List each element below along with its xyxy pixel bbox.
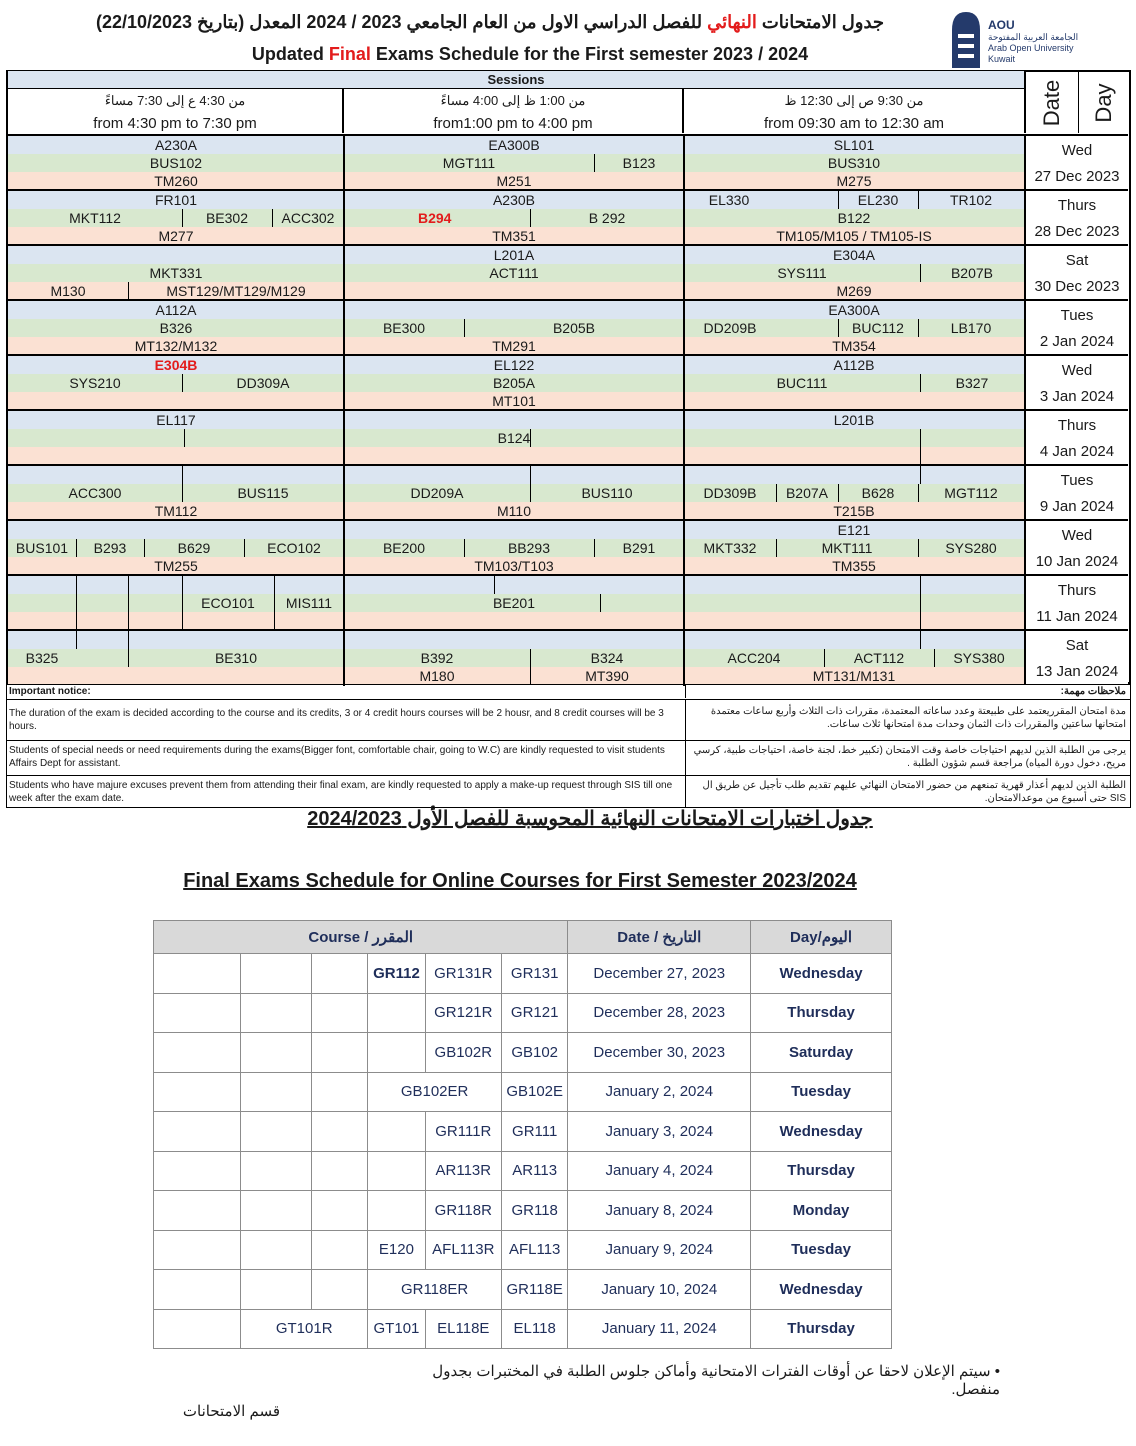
course-code: B122 xyxy=(837,210,871,226)
online-course-code xyxy=(154,993,241,1033)
course-code: BUS102 xyxy=(149,155,203,171)
day-label: Wed xyxy=(1061,527,1093,544)
course-code: TR102 xyxy=(949,192,993,208)
online-exam-date: January 11, 2024 xyxy=(568,1309,751,1349)
session-band xyxy=(8,154,1024,172)
online-exam-row xyxy=(154,1270,892,1310)
online-course-code: GB102R xyxy=(425,1033,501,1073)
session-band xyxy=(8,319,1024,337)
sessions-header: Sessions xyxy=(8,71,1024,89)
online-course-code xyxy=(241,954,312,994)
course-code: E304B xyxy=(154,357,198,373)
session-band xyxy=(8,484,1024,502)
notice-item-ar: الطلبة الذين لديهم أعذار قهرية تمنعهم من حضور الامتحان النهائي عليهم تقديم طلب تأجيل عن طريق ال SIS حتى أسبوع من موعدالامتحان. xyxy=(685,776,1130,808)
exam-day-date xyxy=(1024,299,1128,354)
date-label: 3 Jan 2024 xyxy=(1039,388,1115,405)
online-course-code: GT101R xyxy=(241,1309,368,1349)
course-code: MT101 xyxy=(492,393,536,409)
online-course-code: GB102 xyxy=(501,1033,568,1073)
day-label: Thurs xyxy=(1057,582,1097,599)
course-code: MGT111 xyxy=(442,155,496,171)
course-code: MGT112 xyxy=(944,485,998,501)
online-course-code xyxy=(241,993,312,1033)
course-code: MKT331 xyxy=(149,265,203,281)
schedule-row xyxy=(8,629,1024,684)
day-header: Day xyxy=(1091,82,1116,123)
schedule-row xyxy=(8,409,1024,464)
online-course-code xyxy=(154,1072,241,1112)
schedule-row xyxy=(8,189,1024,244)
course-code: DD309B xyxy=(703,485,757,501)
course-code: TM112 xyxy=(154,503,198,519)
online-exam-row xyxy=(154,993,892,1033)
session-band xyxy=(8,594,1024,612)
online-course-code: GR111 xyxy=(501,1112,568,1152)
online-course-code: AR113R xyxy=(425,1151,501,1191)
notice-item-en: Students who have majure excuses prevent them from attending their final exam, are kindly requested to apply a make-up request through SIS till one week after the exam date. xyxy=(9,780,673,804)
online-course-code xyxy=(241,1270,312,1310)
online-exam-date: January 8, 2024 xyxy=(568,1191,751,1231)
online-exam-day: Tuesday xyxy=(751,1230,892,1270)
date-label: 4 Jan 2024 xyxy=(1039,443,1115,460)
online-exam-day: Wednesday xyxy=(751,954,892,994)
exam-day-date xyxy=(1024,574,1128,629)
course-code: ACC300 xyxy=(68,485,122,501)
session-band xyxy=(8,557,1024,575)
online-course-code xyxy=(154,1033,241,1073)
day-label: Thurs xyxy=(1057,197,1097,214)
online-course-code xyxy=(154,1151,241,1191)
online-exam-row xyxy=(154,1033,892,1073)
session-band xyxy=(8,429,1024,447)
date-label: 13 Jan 2024 xyxy=(1035,663,1119,680)
online-course-code xyxy=(368,993,425,1033)
course-code: BUS101 xyxy=(15,540,69,556)
online-exam-day: Wednesday xyxy=(751,1112,892,1152)
date-label: 2 Jan 2024 xyxy=(1039,333,1115,350)
date-label: 27 Dec 2023 xyxy=(1034,168,1120,185)
course-code: TM103/T103 xyxy=(474,558,554,574)
course-code: EL117 xyxy=(156,412,196,428)
date-label: 28 Dec 2023 xyxy=(1034,223,1120,240)
course-code: TM105/M105 / TM105-IS xyxy=(776,228,932,244)
exam-day-date xyxy=(1024,629,1128,684)
bullet-note: • سيتم الإعلان لاحقا عن أوقات الفترات الامتحانية وأماكن جلوس الطلبة في المختبرات بجدول منفصل. xyxy=(432,1363,1000,1398)
course-code: MT390 xyxy=(585,668,629,684)
online-course-code: GR131R xyxy=(425,954,501,994)
course-code: MT132/M132 xyxy=(134,338,218,354)
course-code: SYS210 xyxy=(69,375,121,391)
course-code: B293 xyxy=(93,540,127,556)
course-code: B392 xyxy=(420,650,454,666)
course-code: LB170 xyxy=(950,320,992,336)
course-code: B205A xyxy=(492,375,536,391)
course-code: B629 xyxy=(177,540,211,556)
notice-item-en: Students of special needs or need requirements during the exams(Bigger font, comfortable chair, going to W.C) are kindly requested to visit students Affairs Dept for assistant. xyxy=(9,745,665,769)
course-code: B324 xyxy=(590,650,624,666)
session-band xyxy=(8,576,1024,594)
online-course-code: GR112 xyxy=(368,954,425,994)
session-band xyxy=(8,649,1024,667)
course-code: ACC302 xyxy=(281,210,335,226)
online-course-code: E120 xyxy=(368,1230,425,1270)
online-exam-date: January 9, 2024 xyxy=(568,1230,751,1270)
session-band xyxy=(8,264,1024,282)
online-exam-date: January 2, 2024 xyxy=(568,1072,751,1112)
online-exam-day: Monday xyxy=(751,1191,892,1231)
day-label: Thurs xyxy=(1057,417,1097,434)
session-band xyxy=(8,209,1024,227)
course-code: B291 xyxy=(622,540,656,556)
online-course-code xyxy=(311,1270,367,1310)
course-code: TM291 xyxy=(492,338,536,354)
schedule-row xyxy=(8,574,1024,629)
exam-day-date xyxy=(1024,409,1128,464)
online-exam-row xyxy=(154,1230,892,1270)
online-course-code xyxy=(154,1112,241,1152)
course-code: M275 xyxy=(836,173,872,189)
date-label: 10 Jan 2024 xyxy=(1035,553,1119,570)
online-course-code: GR111R xyxy=(425,1112,501,1152)
course-code: MIS111 xyxy=(285,595,333,611)
online-exam-row xyxy=(154,1191,892,1231)
online-course-code xyxy=(311,1151,367,1191)
online-course-code xyxy=(368,1112,425,1152)
date-label: 11 Jan 2024 xyxy=(1036,608,1118,625)
online-course-code: GR131 xyxy=(501,954,568,994)
course-code: TM355 xyxy=(832,558,876,574)
online-exam-row xyxy=(154,954,892,994)
course-code: T215B xyxy=(833,503,875,519)
course-code: BUS110 xyxy=(581,485,633,501)
course-code: BE200 xyxy=(382,540,426,556)
schedule-row xyxy=(8,519,1024,574)
online-exam-day: Thursday xyxy=(751,993,892,1033)
course-code: MST129/MT129/M129 xyxy=(166,283,306,299)
schedule-row xyxy=(8,134,1024,189)
online-course-code: GT101 xyxy=(368,1309,425,1349)
online-course-code xyxy=(311,1230,367,1270)
online-exam-date: January 10, 2024 xyxy=(568,1270,751,1310)
day-label: Wed xyxy=(1061,362,1093,379)
course-code: BE201 xyxy=(492,595,536,611)
course-code: M277 xyxy=(158,228,194,244)
online-exam-date: January 3, 2024 xyxy=(568,1112,751,1152)
online-course-code: AFL113R xyxy=(425,1230,501,1270)
course-code: EL122 xyxy=(493,357,535,373)
online-course-code: EL118E xyxy=(425,1309,501,1349)
online-course-code xyxy=(241,1072,312,1112)
online-course-code xyxy=(241,1033,312,1073)
session-band xyxy=(8,282,1024,300)
day-label: Tues xyxy=(1060,472,1094,489)
online-course-code xyxy=(154,1191,241,1231)
online-course-code xyxy=(154,1270,241,1310)
course-code: B123 xyxy=(622,155,656,171)
course-code: BE300 xyxy=(382,320,426,336)
course-code: L201A xyxy=(493,247,535,263)
online-course-code: GB102E xyxy=(501,1072,568,1112)
course-code: B207A xyxy=(785,485,829,501)
exam-day-date xyxy=(1024,519,1128,574)
online-course-code: GR121R xyxy=(425,993,501,1033)
course-code: MKT112 xyxy=(69,210,121,226)
session-band xyxy=(8,337,1024,355)
course-code: BB293 xyxy=(507,540,551,556)
course-code: L201B xyxy=(833,412,875,428)
online-course-code: GR118R xyxy=(425,1191,501,1231)
schedule-row xyxy=(8,354,1024,409)
online-exam-date: December 27, 2023 xyxy=(568,954,751,994)
course-code: EL230 xyxy=(857,192,899,208)
course-code: B628 xyxy=(861,485,895,501)
session-band xyxy=(8,411,1024,429)
online-exam-day: Wednesday xyxy=(751,1270,892,1310)
course-code: TM354 xyxy=(832,338,876,354)
course-code: TM351 xyxy=(492,228,536,244)
course-code: BUS310 xyxy=(827,155,881,171)
day-label: Wed xyxy=(1061,142,1093,159)
course-code: B326 xyxy=(159,320,193,336)
online-course-code xyxy=(311,954,367,994)
session-band xyxy=(8,136,1024,154)
course-code: MT131/M131 xyxy=(812,668,896,684)
online-course-code: GR118E xyxy=(501,1270,568,1310)
schedule-row xyxy=(8,464,1024,519)
online-course-code xyxy=(154,1230,241,1270)
online-course-code: EL118 xyxy=(501,1309,568,1349)
online-course-code xyxy=(368,1033,425,1073)
title-english: Updated Final Exams Schedule for the First semester 2023 / 2024 xyxy=(251,44,809,64)
course-code: A230A xyxy=(154,137,198,153)
session-band xyxy=(8,447,1024,465)
course-code: BUC111 xyxy=(776,375,828,391)
online-course-code: GR121 xyxy=(501,993,568,1033)
session-band xyxy=(8,667,1024,685)
course-code: TM260 xyxy=(154,173,198,189)
notice-item-ar: مدة امتحان المقرريعتمد على طبيعتة وعدد ساعاته المعتمدة، مقررات ذات الثلاث وأربع ساعات معتمدة امتحانها ساعتين والمقررات ذات الثمان وحدات مدة امتحانها ثلاث ساعات. xyxy=(685,700,1130,740)
online-exam-date: December 28, 2023 xyxy=(568,993,751,1033)
course-code: BE310 xyxy=(214,650,258,666)
course-code: ACT112 xyxy=(853,650,905,666)
course-code: M269 xyxy=(836,283,872,299)
online-exam-row xyxy=(154,1112,892,1152)
online-course-code: AFL113 xyxy=(501,1230,568,1270)
session-morning: من 9:30 ص إلى 12:30 ظ from 09:30 am to 12:30 am xyxy=(763,93,945,132)
course-code: BE302 xyxy=(205,210,249,226)
online-course-code xyxy=(154,954,241,994)
online-course-code xyxy=(241,1191,312,1231)
online-exam-day: Thursday xyxy=(751,1151,892,1191)
online-course-code xyxy=(241,1151,312,1191)
date-label: 30 Dec 2023 xyxy=(1034,278,1120,295)
online-exam-day: Saturday xyxy=(751,1033,892,1073)
exam-day-date xyxy=(1024,189,1128,244)
notice-item-en: The duration of the exam is decided according to the course and its credits, 3 or 4 credit hours courses will be 2 housr, and 8 credit courses will be 3 hours. xyxy=(9,708,664,732)
online-exam-row xyxy=(154,1151,892,1191)
online-title-arabic: جدول اختبارات الامتحانات النهائية المحوسبة للفصل الأول 2024/2023 xyxy=(307,808,873,830)
course-code: DD209A xyxy=(410,485,464,501)
course-code: B205B xyxy=(552,320,596,336)
online-course-code xyxy=(311,1191,367,1231)
session-band xyxy=(8,301,1024,319)
course-code: BUC112 xyxy=(852,320,904,336)
course-code: DD309A xyxy=(236,375,290,391)
schedule-row xyxy=(8,299,1024,354)
online-course-code xyxy=(368,1151,425,1191)
course-code: SYS380 xyxy=(953,650,1005,666)
course-code: ECO102 xyxy=(267,540,321,556)
course-code: SYS280 xyxy=(945,540,997,556)
course-code: ECO101 xyxy=(201,595,255,611)
session-band xyxy=(8,356,1024,374)
course-code: B 292 xyxy=(588,210,626,226)
schedule-row xyxy=(8,244,1024,299)
course-code: M130 xyxy=(50,283,86,299)
session-band xyxy=(8,539,1024,557)
exam-day-date xyxy=(1024,354,1128,409)
course-code: M110 xyxy=(497,503,531,519)
course-code: ACC204 xyxy=(727,650,781,666)
course-code: SYS111 xyxy=(777,265,827,281)
date-label: 9 Jan 2024 xyxy=(1039,498,1115,515)
exam-day-date xyxy=(1024,464,1128,519)
day-label: Sat xyxy=(1065,252,1089,269)
course-code: MKT332 xyxy=(703,540,757,556)
session-band xyxy=(8,392,1024,410)
course-code: B294 xyxy=(418,210,452,226)
day-label: Tues xyxy=(1060,307,1094,324)
date-day-header xyxy=(1024,72,1130,133)
session-band xyxy=(8,466,1024,484)
session-band xyxy=(8,521,1024,539)
course-code: E304A xyxy=(832,247,876,263)
online-exam-date: January 4, 2024 xyxy=(568,1151,751,1191)
session-band xyxy=(8,612,1024,630)
course-code: A112A xyxy=(155,302,197,318)
online-course-code xyxy=(154,1309,241,1349)
online-course-code xyxy=(311,1033,367,1073)
session-evening: من 4:30 ع إلى 7:30 مساءً from 4:30 pm to 7:30 pm xyxy=(8,89,344,133)
online-course-code: GR118ER xyxy=(368,1270,502,1310)
online-title-english: Final Exams Schedule for Online Courses for First Semester 2023/2024 xyxy=(183,870,857,892)
online-course-code: AR113 xyxy=(501,1151,568,1191)
important-notice xyxy=(6,684,1131,808)
notice-title-en: Important notice: xyxy=(9,686,91,697)
session-band xyxy=(8,246,1024,264)
online-exam-day: Tuesday xyxy=(751,1072,892,1112)
session-band xyxy=(8,191,1024,209)
course-code: MKT111 xyxy=(821,540,873,556)
col-date: Date / التاريخ xyxy=(568,921,751,954)
course-code: M180 xyxy=(419,668,455,684)
course-code: FR101 xyxy=(154,192,198,208)
online-course-code: GR118 xyxy=(501,1191,568,1231)
session-band xyxy=(8,374,1024,392)
exam-day-date xyxy=(1024,134,1128,189)
col-course: Course / المقرر xyxy=(154,921,568,954)
online-course-code xyxy=(311,993,367,1033)
course-code: TM255 xyxy=(154,558,198,574)
online-exam-date: December 30, 2023 xyxy=(568,1033,751,1073)
course-code: A112B xyxy=(833,357,875,373)
session-band xyxy=(8,631,1024,649)
online-course-code xyxy=(368,1191,425,1231)
exams-department-signature: قسم الامتحانات xyxy=(182,1403,280,1420)
notice-item-ar: يرجى من الطلبة الذين لديهم احتياجات خاصة وقت الامتحان (تكبير خط، لجنة خاصة، احتياجات طبية، كرسي مريح، دخول دورة المياه) مراجعة قسم شؤون الطلبة . xyxy=(685,741,1130,775)
course-code: B207B xyxy=(950,265,994,281)
online-course-code xyxy=(241,1112,312,1152)
online-exams-table xyxy=(153,920,892,1349)
course-code: B327 xyxy=(955,375,989,391)
session-afternoon: من 1:00 ظ إلى 4:00 مساءً from1:00 pm to 4:00 pm xyxy=(344,89,684,133)
session-band xyxy=(8,172,1024,190)
online-exam-day: Thursday xyxy=(751,1309,892,1349)
course-code: A230B xyxy=(492,192,536,208)
exam-day-date xyxy=(1024,244,1128,299)
day-label: Sat xyxy=(1065,637,1089,654)
logo-text: AOU الجامعة العربية المفتوحة Arab Open University Kuwait xyxy=(988,18,1079,64)
course-code: ACT111 xyxy=(489,265,539,281)
col-day: Day/اليوم xyxy=(751,921,892,954)
course-code: EA300B xyxy=(488,137,540,153)
course-code: B325 xyxy=(25,650,59,666)
online-course-code xyxy=(241,1230,312,1270)
title-arabic: جدول الامتحانات النهائي للفصل الدراسي الاول من العام الجامعي 2023 / 2024 المعدل (بتاريخ 22/10/2023) xyxy=(95,12,885,32)
course-code: BUS115 xyxy=(237,485,289,501)
session-band xyxy=(8,227,1024,245)
online-course-code: GB102ER xyxy=(368,1072,502,1112)
date-header: Date xyxy=(1039,79,1064,126)
session-band xyxy=(8,502,1024,520)
notice-title-ar: ملاحظات مهمة: xyxy=(685,685,1130,698)
online-course-code xyxy=(311,1112,367,1152)
course-code: M251 xyxy=(496,173,532,189)
course-code: E121 xyxy=(837,522,871,538)
course-code: B124 xyxy=(497,430,531,446)
online-course-code xyxy=(311,1072,367,1112)
online-exam-row xyxy=(154,1309,892,1349)
course-code: EL330 xyxy=(708,192,750,208)
course-code: EA300A xyxy=(828,302,880,318)
course-code: SL101 xyxy=(833,137,875,153)
online-exam-row xyxy=(154,1072,892,1112)
course-code: DD209B xyxy=(703,320,757,336)
